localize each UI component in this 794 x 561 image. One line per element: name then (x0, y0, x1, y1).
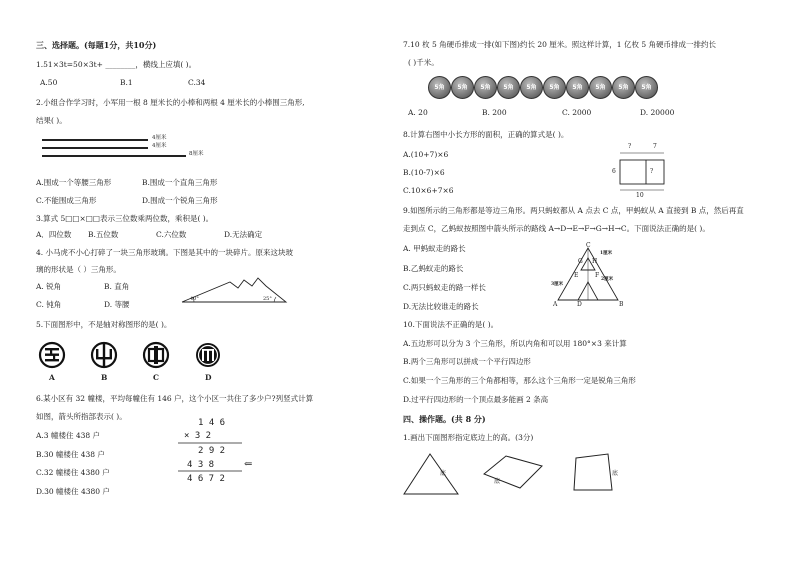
logo-label-a[interactable]: A (49, 373, 55, 382)
op1-shapes (400, 450, 640, 500)
q8-rectangle-figure (612, 148, 672, 196)
logo-a (40, 343, 64, 367)
calc-row-4: 4 3 8 (187, 460, 215, 470)
coin-icon: 5角 (497, 76, 520, 99)
coin-icon: 5角 (589, 76, 612, 99)
q4-option-b[interactable]: B. 直角 (104, 282, 130, 291)
q4-stem: 4. 小马虎不小心打碎了一块三角形玻璃。下图是其中的一块碎片。原来这块玻 (36, 248, 294, 257)
q2-stem-2: 结果( )。 (36, 116, 67, 125)
q9-pt-a: A (553, 301, 558, 308)
q1-option-a[interactable]: A.50 (40, 78, 58, 87)
calc-arrow-icon: ⇐ (244, 459, 253, 470)
coin-icon: 5角 (451, 76, 474, 99)
logo-label-b[interactable]: B (101, 373, 108, 382)
q7-stem: 7.10 枚 5 角硬币排成一排(如下图)约长 20 厘米。照这样计算，1 亿枚 5 角硬币排成一排约长 (403, 40, 716, 49)
section4-title: 四、操作题。(共 8 分) (403, 414, 486, 424)
q2-sticks-figure (36, 134, 216, 162)
q1-option-b[interactable]: B.1 (120, 78, 133, 87)
q9-label-2cm: 2厘米 (601, 277, 614, 282)
q9-pt-g: G (578, 258, 583, 265)
q8-stem: 8.计算右图中小长方形的面积，正确的算式是( )。 (403, 130, 569, 139)
q8-fig-bottom-10: 10 (636, 192, 644, 199)
q8-fig-top-q: ? (628, 143, 632, 150)
logo-c (144, 343, 168, 367)
q10-stem: 10.下面说法不正确的是( )。 (403, 320, 499, 329)
q10-option-b[interactable]: B.两个三角形可以拼成一个平行四边形 (403, 357, 531, 366)
label-4cm-a: 4厘米 (152, 135, 167, 141)
q7-option-c[interactable]: C. 2000 (562, 108, 592, 117)
coin-icon: 5角 (543, 76, 566, 99)
q9-option-c[interactable]: C.两只蚂蚁走的路一样长 (403, 283, 486, 292)
q4-stem-2: 璃的形状是（ ）三角形。 (36, 265, 121, 274)
q5-logos (36, 340, 236, 372)
q9-label-3cm: 3厘米 (551, 282, 564, 287)
q7-coins-row (428, 76, 668, 100)
q7-option-a[interactable]: A. 20 (408, 108, 428, 117)
coin-icon: 5角 (612, 76, 635, 99)
coin-icon: 5角 (474, 76, 497, 99)
q8-option-b[interactable]: B.(10-7)×6 (403, 168, 445, 177)
q4-option-c[interactable]: C. 钝角 (36, 300, 62, 309)
q3-option-c[interactable]: C.六位数 (156, 230, 187, 239)
q3-option-d[interactable]: D.无法确定 (224, 230, 263, 239)
label-8cm: 8厘米 (189, 151, 204, 157)
logo-b (92, 343, 116, 367)
q10-option-c[interactable]: C.如果一个三角形的三个角都相等，那么这个三角形一定是锐角三角形 (403, 376, 636, 385)
q6-option-a[interactable]: A.3 幢楼住 438 户 (36, 431, 101, 440)
logo-d (196, 343, 220, 367)
q2-option-c[interactable]: C.不能围成三角形 (36, 196, 97, 205)
q9-option-b[interactable]: B.乙蚂蚁走的路长 (403, 264, 464, 273)
logo-label-c[interactable]: C (153, 373, 159, 382)
q7-option-b[interactable]: B. 200 (482, 108, 507, 117)
label-4cm-b: 4厘米 (152, 143, 167, 149)
q3-stem: 3.算式 5□□×□□表示三位数乘两位数，乘积是( )。 (36, 214, 214, 223)
coin-icon: 5角 (635, 76, 658, 99)
coin-icon: 5角 (428, 76, 451, 99)
q9-option-a[interactable]: A. 甲蚂蚁走的路长 (403, 244, 466, 253)
triangle-base-label: 底 (440, 470, 447, 477)
q4-option-a[interactable]: A. 锐角 (36, 282, 62, 291)
op1-stem: 1.画出下面图形指定底边上的高。(3分) (403, 433, 534, 442)
q9-stem-2: 走到点 C，乙蚂蚁按照图中箭头所示的路线 A→D→E→F→G→H→C。下面说法正确的是( )。 (403, 224, 710, 233)
section3-title: 三、选择题。(每题1分，共10分) (36, 40, 157, 50)
trapezoid-base-label: 底 (612, 470, 619, 477)
q3-option-a[interactable]: A．四位数 (36, 230, 72, 239)
logo-label-d[interactable]: D (205, 373, 212, 382)
q7-option-d[interactable]: D. 20000 (640, 108, 675, 117)
trapezoid-shape (574, 454, 612, 490)
q7-stem-2: ( )千米。 (408, 58, 439, 67)
calc-row-5: 4 6 7 2 (187, 474, 225, 484)
q9-triangle-figure (550, 244, 630, 306)
q9-pt-h: H (592, 258, 598, 265)
q8-fig-left-6: 6 (612, 168, 616, 175)
coin-icon: 5角 (520, 76, 543, 99)
q9-pt-b: B (619, 301, 624, 308)
angle-25: 25° (263, 296, 272, 302)
q3-option-b[interactable]: B.五位数 (88, 230, 119, 239)
q8-fig-top-7: 7 (653, 143, 657, 150)
q6-option-d[interactable]: D.30 幢楼住 4380 户 (36, 487, 110, 496)
q1-option-c[interactable]: C.34 (188, 78, 206, 87)
parallelogram-shape (484, 456, 542, 488)
calc-row-1: 1 4 6 (198, 418, 226, 428)
q8-option-a[interactable]: A.(10+7)×6 (403, 150, 449, 159)
q1-stem: 1.51×3t=50×3t+ ________，横线上应填( )。 (36, 60, 197, 69)
q8-option-c[interactable]: C.10×6+7×6 (403, 186, 454, 195)
q6-stem-2: 如图，箭头所指部表示( )。 (36, 412, 127, 421)
q2-option-b[interactable]: B.围成一个直角三角形 (142, 178, 218, 187)
q9-stem: 9.如图所示的三角形都是等边三角形。两只蚂蚁都从 A 点去 C 点，甲蚂蚁从 A 直接到 B 点，然后再直 (403, 206, 744, 215)
q6-stem: 6.某小区有 32 幢楼，平均每幢住有 146 户，这个小区一共住了多少户?列竖式计算 (36, 394, 314, 403)
q2-option-d[interactable]: D.围成一个锐角三角形 (142, 196, 218, 205)
q6-option-c[interactable]: C.32 幢楼住 4380 户 (36, 468, 110, 477)
calc-row-3: 2 9 2 (198, 446, 226, 456)
q9-label-1cm: 1厘米 (600, 251, 613, 256)
q10-option-d[interactable]: D.过平行四边形的一个顶点最多能画 2 条高 (403, 395, 549, 404)
q9-pt-c: C (586, 242, 591, 249)
q2-stem: 2.小组合作学习时，小军用一根 8 厘米长的小棒和两根 4 厘米长的小棒围三角形, (36, 98, 305, 107)
q6-option-b[interactable]: B.30 幢楼住 438 户 (36, 450, 105, 459)
q9-pt-d: D (577, 301, 582, 308)
q9-pt-e: E (574, 272, 579, 279)
q9-pt-f: F (595, 272, 600, 279)
q10-option-a[interactable]: A.五边形可以分为 3 个三角形，所以内角和可以用 180°×3 来计算 (403, 339, 627, 348)
triangle-shape (404, 454, 458, 494)
q4-option-d[interactable]: D. 等腰 (104, 300, 130, 309)
q5-stem: 5.下面图形中，不是轴对称图形的是( )。 (36, 320, 172, 329)
calc-row-2: × 3 2 (184, 431, 212, 441)
q2-option-a[interactable]: A.围成一个等腰三角形 (36, 178, 112, 187)
q8-fig-inner-q: ? (650, 168, 654, 175)
angle-40: 40° (190, 296, 199, 302)
parallelogram-base-label: 底 (494, 478, 501, 485)
coin-icon: 5角 (566, 76, 589, 99)
q9-option-d[interactable]: D.无法比较谁走的路长 (403, 302, 479, 311)
